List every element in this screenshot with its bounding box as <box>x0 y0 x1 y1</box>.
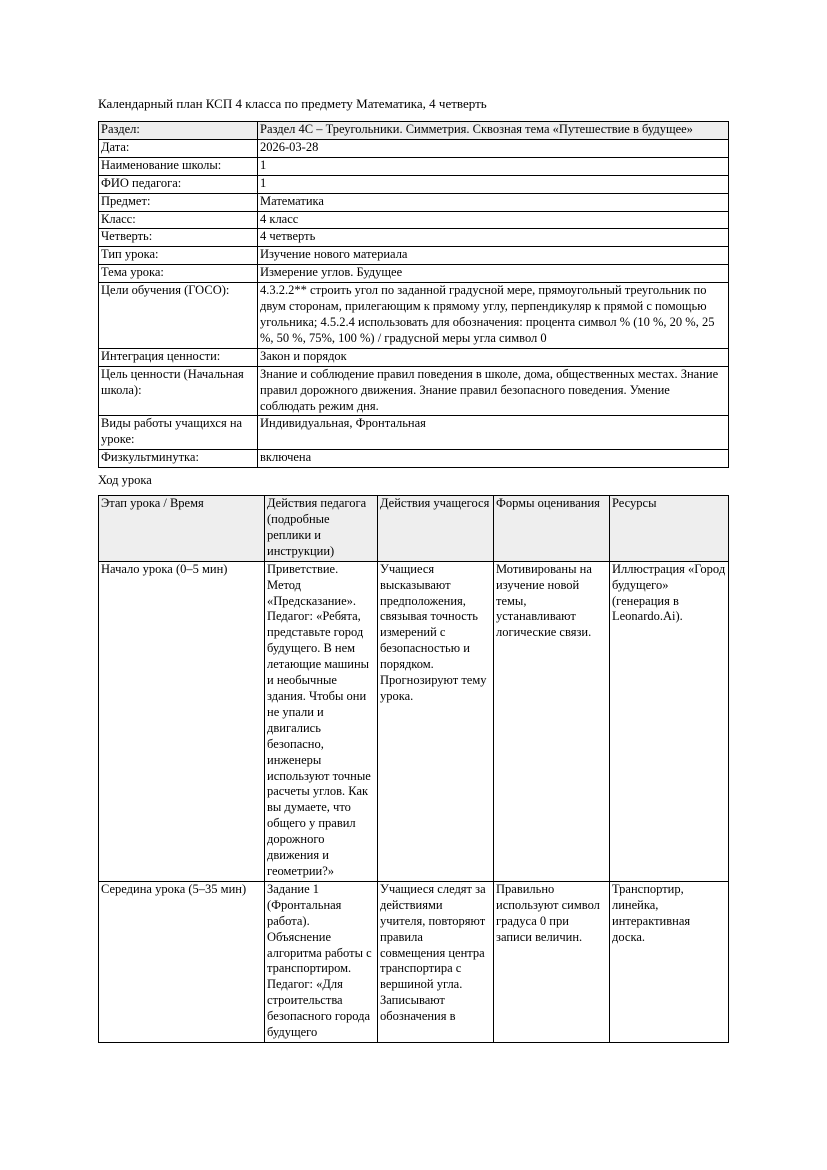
page-cut-clip: Правильно используют символ градуса 0 при записи величин. <box>496 881 600 944</box>
info-value: Раздел 4C – Треугольники. Симметрия. Сквозная тема «Путешествие в будущее» <box>258 122 729 140</box>
info-label: Интеграция ценности: <box>99 348 258 366</box>
flow-header-student-actions: Действия учащегося <box>378 496 494 562</box>
page-cut-clip: Середина урока (5–35 мин) <box>101 881 247 896</box>
flow-cell-assessment: Мотивированы на изучение новой темы, устанавливают логические связи. <box>494 561 610 881</box>
info-label: Тема урока: <box>99 265 258 283</box>
info-value: включена <box>258 450 729 468</box>
page-cut-clip: Учащиеся следят за действиями учителя, повторяют правила совмещения центра транспортира с вершиной угла. Записывают обозначения в <box>380 881 486 1024</box>
flow-header-resources: Ресурсы <box>610 496 729 562</box>
page-cut-clip: Транспортир, линейка, интерактивная доска. <box>612 881 691 944</box>
lesson-info-table <box>98 121 729 468</box>
info-row-quarter <box>99 229 729 247</box>
flow-header-row <box>99 496 729 562</box>
flow-cell-student-actions: Учащиеся высказывают предположения, связывая точность измерений с безопасностью и порядком. Прогнозируют тему урока. <box>378 561 494 881</box>
info-label: Четверть: <box>99 229 258 247</box>
flow-header-teacher-actions: Действия педагога (подробные реплики и инструкции) <box>265 496 378 562</box>
flow-row-lesson-middle <box>99 881 729 1042</box>
flow-cell-assessment <box>494 881 610 1042</box>
info-row-values-integration <box>99 348 729 366</box>
info-row-teacher-name <box>99 175 729 193</box>
info-label: Цели обучения (ГОСО): <box>99 283 258 349</box>
info-row-date <box>99 139 729 157</box>
info-value: 1 <box>258 175 729 193</box>
flow-cell-resources: Иллюстрация «Город будущего» (генерация в Leonardo.Ai). <box>610 561 729 881</box>
flow-header-stage: Этап урока / Время <box>99 496 265 562</box>
info-value: Закон и порядок <box>258 348 729 366</box>
flow-header-assessment: Формы оценивания <box>494 496 610 562</box>
info-label: Дата: <box>99 139 258 157</box>
info-row-phys-minute <box>99 450 729 468</box>
info-label: Тип урока: <box>99 247 258 265</box>
page-cut-clip: Задание 1 (Фронтальная работа). Объяснение алгоритма работы с транспортиром. Педагог: «Для строительства безопасного города будущего <box>267 881 372 1040</box>
info-value: 2026-03-28 <box>258 139 729 157</box>
flow-cell-stage: Начало урока (0–5 мин) <box>99 561 265 881</box>
info-value: 4 четверть <box>258 229 729 247</box>
info-row-work-types <box>99 416 729 450</box>
flow-cell-resources <box>610 881 729 1042</box>
info-row-lesson-topic <box>99 265 729 283</box>
flow-cell-teacher-actions: Приветствие. Метод «Предсказание». Педагог: «Ребята, представьте город будущего. В нем летающие машины и необычные здания. Чтобы они не упали и двигались безопасно, инженеры используют точные расчеты углов. Как вы думаете, что общего у правил дорожного движения и геометрии?» <box>265 561 378 881</box>
section-label-lesson-flow: Ход урока <box>98 473 152 488</box>
info-value: Математика <box>258 193 729 211</box>
info-label: Наименование школы: <box>99 157 258 175</box>
info-row-values-goal <box>99 366 729 416</box>
page-title: Календарный план КСП 4 класса по предмету Математика, 4 четверть <box>98 96 487 111</box>
info-value: Индивидуальная, Фронтальная <box>258 416 729 450</box>
info-value: Измерение углов. Будущее <box>258 265 729 283</box>
info-label: ФИО педагога: <box>99 175 258 193</box>
info-label: Цель ценности (Начальная школа): <box>99 366 258 416</box>
info-value: 1 <box>258 157 729 175</box>
info-row-lesson-type <box>99 247 729 265</box>
info-label: Виды работы учащихся на уроке: <box>99 416 258 450</box>
document-page <box>98 96 728 1043</box>
info-value: 4.3.2.2** строить угол по заданной градусной мере, прямоугольный треугольник по двум сторонам, прилегающим к прямому углу, перпендикуляр к прямой с помощью угольника; 4.5.2.4 использовать для обозначения: процента символ % (10 %, 20 %, 25 %, 50 %, 75%, 100 %) / градусной меры угла символ 0 <box>258 283 729 349</box>
info-label: Физкультминутка: <box>99 450 258 468</box>
flow-cell-stage <box>99 881 265 1042</box>
info-row-class <box>99 211 729 229</box>
info-row-razdel <box>99 122 729 140</box>
info-row-school <box>99 157 729 175</box>
info-label: Предмет: <box>99 193 258 211</box>
flow-cell-teacher-actions <box>265 881 378 1042</box>
info-value: Знание и соблюдение правил поведения в школе, дома, общественных местах. Знание правил дорожного движения. Знание правил безопасного поведения. Умение соблюдать режим дня. <box>258 366 729 416</box>
info-label: Класс: <box>99 211 258 229</box>
lesson-flow-table <box>98 495 729 1043</box>
info-value: Изучение нового материала <box>258 247 729 265</box>
info-row-learning-goals <box>99 283 729 349</box>
info-value: 4 класс <box>258 211 729 229</box>
flow-row-lesson-start <box>99 561 729 881</box>
flow-cell-student-actions <box>378 881 494 1042</box>
info-label: Раздел: <box>99 122 258 140</box>
info-row-subject <box>99 193 729 211</box>
